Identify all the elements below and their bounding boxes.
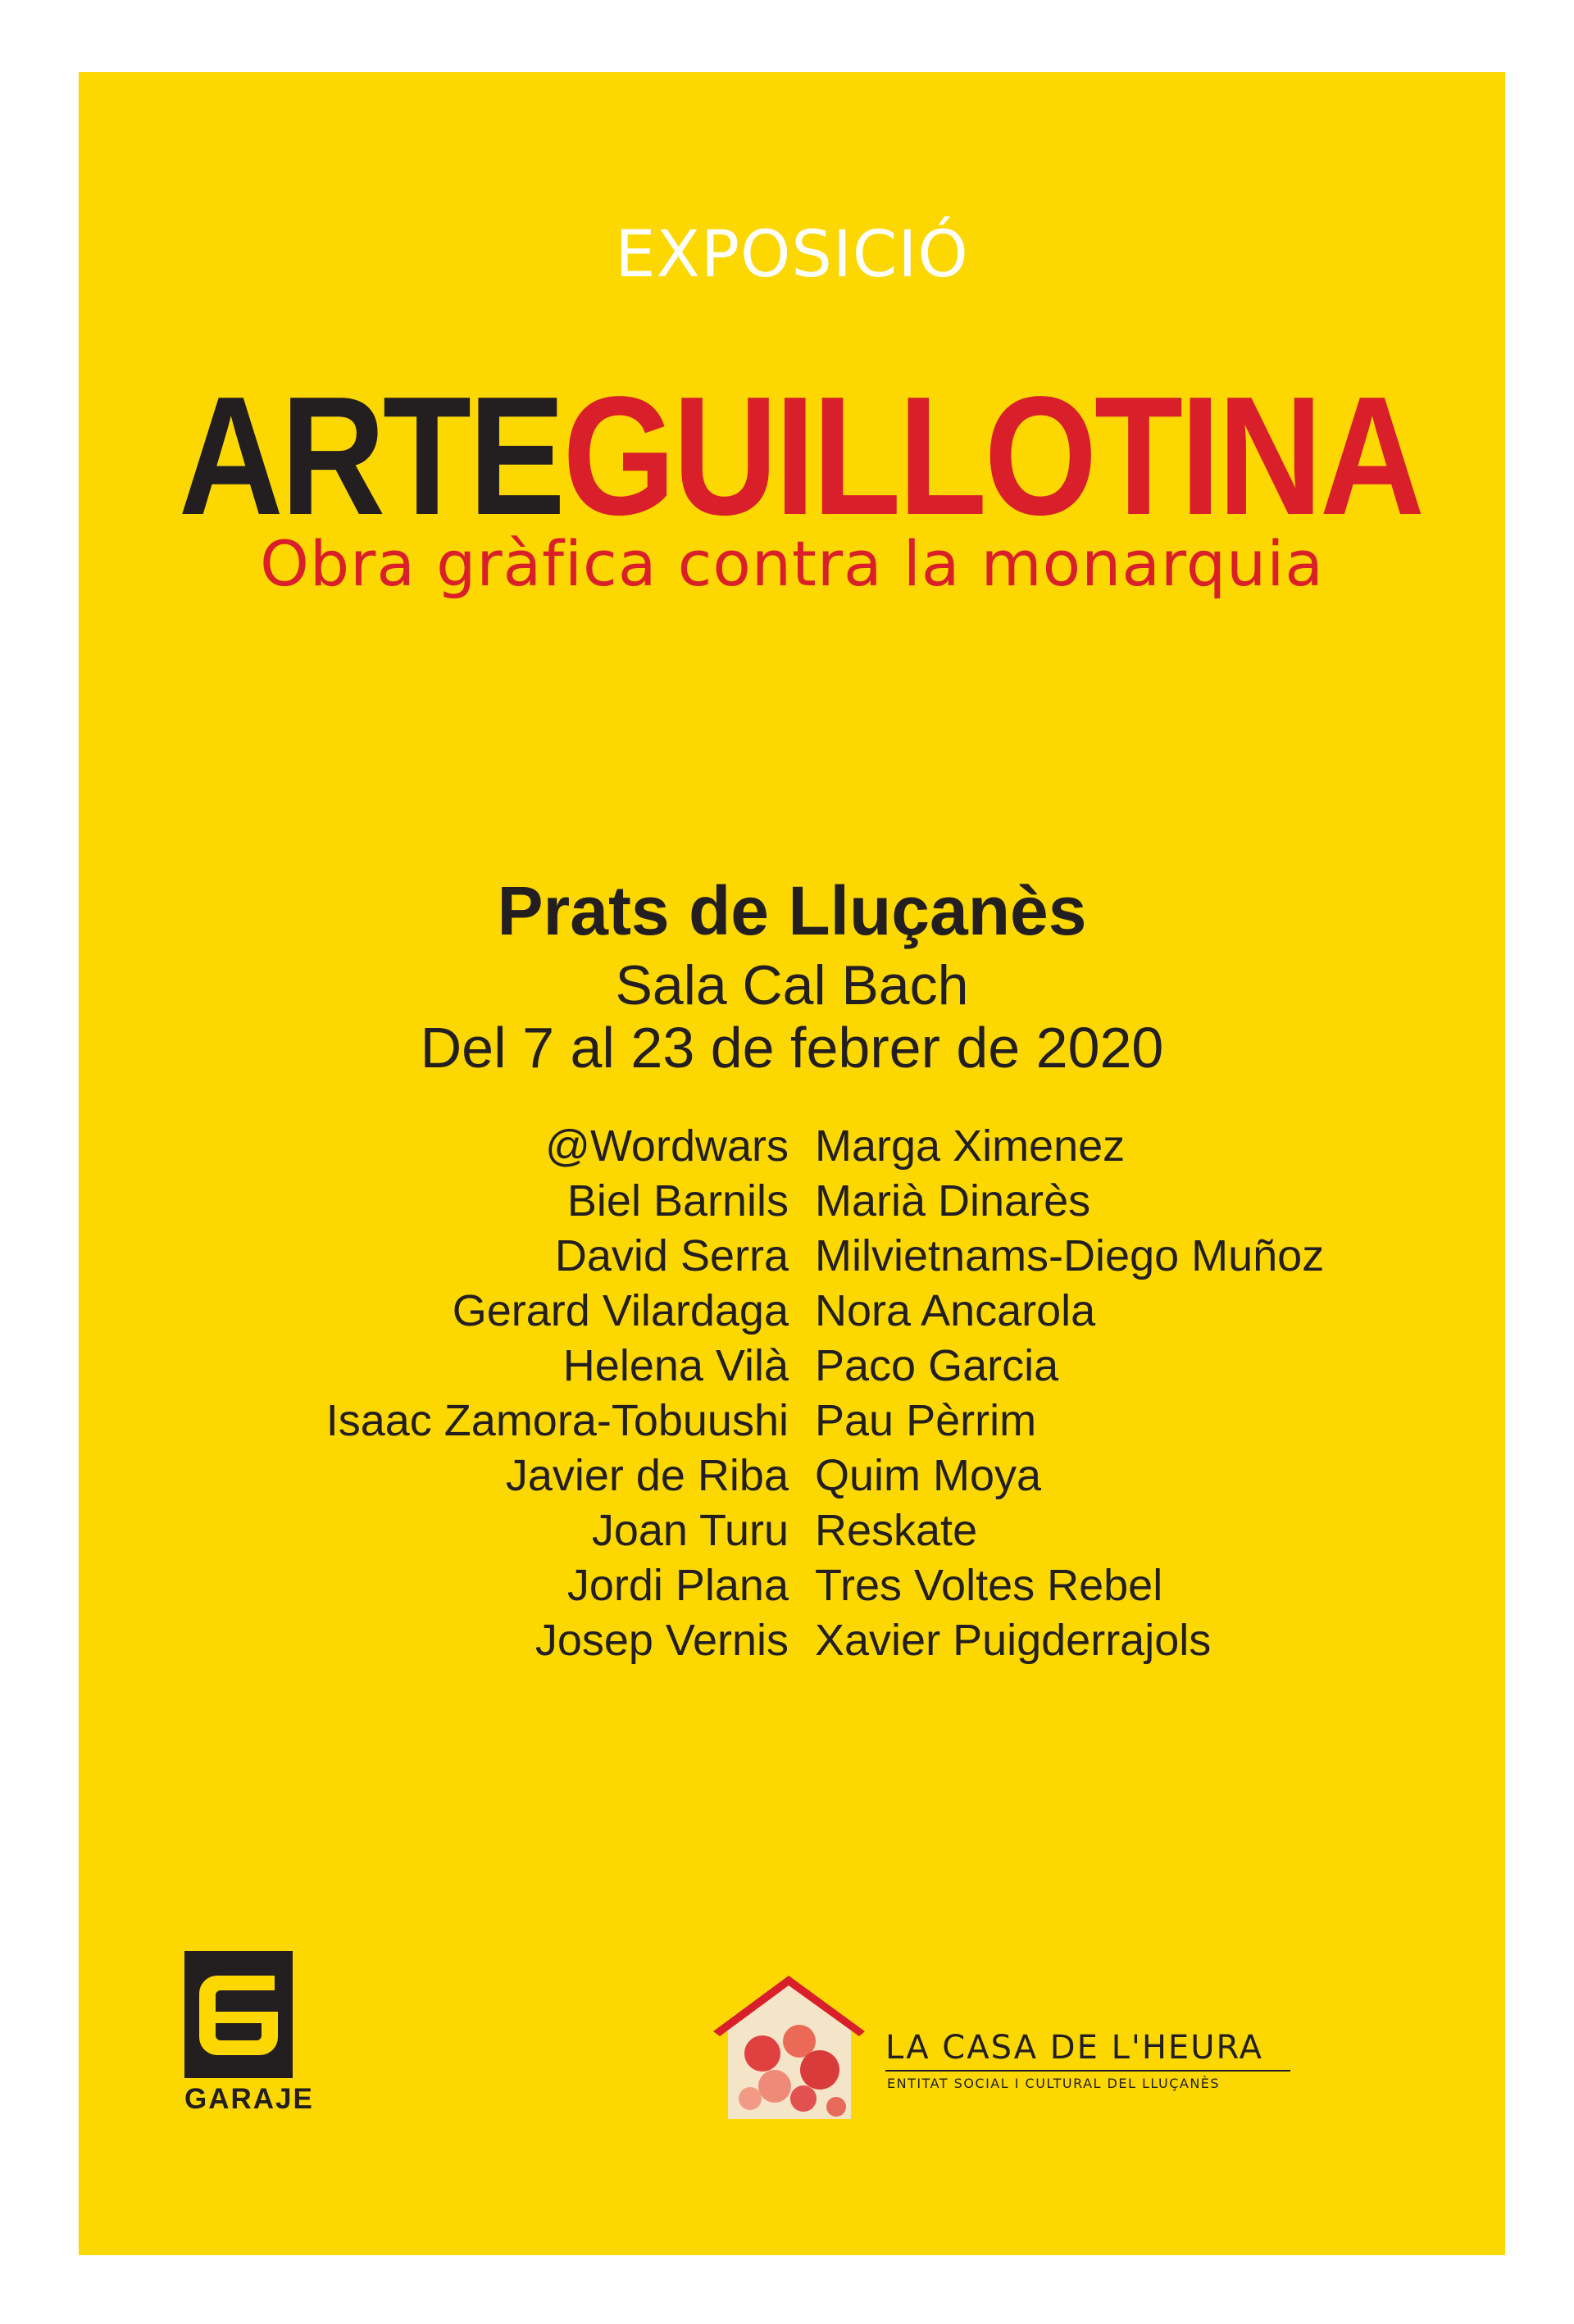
artist-name: Joan Turu <box>591 1506 789 1555</box>
artist-name: Gerard Vilardaga <box>452 1286 789 1335</box>
heura-house-icon <box>713 1976 865 2119</box>
heura-tagline: ENTITAT SOCIAL I CULTURAL DEL LLUÇANÈS <box>887 2076 1221 2091</box>
artist-name: @Wordwars <box>545 1121 789 1171</box>
event-venue: Sala Cal Bach <box>615 954 969 1016</box>
artist-name: Xavier Puigderrajols <box>815 1616 1212 1665</box>
subtitle: Obra gràfica contra la monarquia <box>260 527 1324 600</box>
artist-name: Paco Garcia <box>815 1341 1059 1390</box>
artist-name: Isaac Zamora-Tobuushi <box>325 1396 789 1445</box>
artist-name: Tres Voltes Rebel <box>815 1561 1163 1610</box>
artist-name: Marià Dinarès <box>815 1176 1091 1226</box>
artist-name: Helena Vilà <box>562 1341 789 1390</box>
garaje-logo <box>184 1951 314 2116</box>
artist-name: Jordi Plana <box>566 1561 789 1610</box>
artist-name: Pau Pèrrim <box>815 1396 1037 1445</box>
main-title <box>178 362 1422 550</box>
artist-name: Javier de Riba <box>505 1451 789 1500</box>
exhibition-kicker: EXPOSICIÓ <box>615 218 969 292</box>
poster <box>79 72 1505 2255</box>
artists-right-column <box>815 1119 1324 1668</box>
title-guillotina: GUILLOTINA <box>562 362 1422 550</box>
artists-left-column <box>326 1119 789 1668</box>
artist-name: Marga Ximenez <box>815 1121 1126 1171</box>
artist-name: Biel Barnils <box>566 1176 789 1226</box>
artist-name: David Serra <box>554 1231 789 1280</box>
artist-name: Nora Ancarola <box>815 1286 1096 1335</box>
artist-name: Josep Vernis <box>535 1616 789 1665</box>
event-dates: Del 7 al 23 de febrer de 2020 <box>420 1016 1164 1080</box>
event-place: Prats de Lluçanès <box>497 872 1087 949</box>
title-arte: ARTE <box>178 362 563 550</box>
artist-name: Quim Moya <box>815 1451 1042 1500</box>
heura-name: LA CASA DE L'HEURA <box>885 2029 1264 2067</box>
artist-name: Reskate <box>815 1506 978 1555</box>
garaje-label: GARAJE <box>184 2083 314 2115</box>
garaje-mark-icon <box>184 1951 293 2078</box>
artist-name: Milvietnams-Diego Muñoz <box>815 1231 1325 1280</box>
heura-divider <box>885 2070 1290 2072</box>
